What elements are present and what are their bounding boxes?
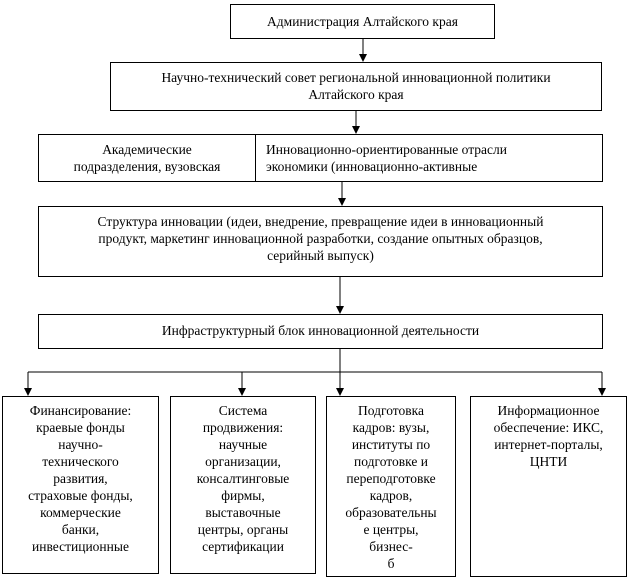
structure-box	[38, 206, 603, 277]
council-label-line1: Научно-технический совет региональной инновационной политики	[161, 70, 551, 85]
industries-box	[255, 134, 603, 182]
information-line: Информационное	[497, 403, 600, 418]
council-label-line2: Алтайского края	[308, 87, 404, 102]
information-line: ЦНТИ	[529, 454, 568, 469]
training-line: кадров: вузы,	[352, 420, 430, 435]
industries-label-line1: Инновационно-ориентированные отрасли	[266, 142, 508, 157]
financing-line: инвестиционные	[32, 539, 129, 554]
training-line: образовательны	[345, 505, 437, 520]
information-box	[470, 396, 627, 577]
financing-box	[2, 396, 159, 574]
infrastructure-box	[38, 314, 603, 349]
structure-label-line1: Структура инновации (идеи, внедрение, превращение идеи в инновационный	[97, 214, 544, 229]
promotion-line: научные	[218, 437, 268, 452]
financing-line: банки,	[61, 522, 100, 537]
financing-line: коммерческие	[40, 505, 121, 520]
promotion-line: консалтинговые	[196, 471, 290, 486]
training-line: б	[387, 556, 395, 571]
training-box	[326, 396, 456, 577]
council-box	[110, 62, 602, 111]
training-line: подготовке и	[354, 454, 428, 469]
promotion-line: организации,	[205, 454, 281, 469]
structure-label-line3: серийный выпуск)	[267, 248, 374, 263]
financing-line: развития,	[53, 471, 108, 486]
financing-line: краевые фонды	[36, 420, 125, 435]
financing-line: страховые фонды,	[28, 488, 133, 503]
financing-line: научно-	[58, 437, 103, 452]
promotion-box	[170, 396, 316, 574]
financing-line: технического	[42, 454, 119, 469]
promotion-line: фирмы,	[221, 488, 265, 503]
infrastructure-label: Инфраструктурный блок инновационной деятельности	[161, 323, 480, 338]
information-line: интернет-порталы,	[494, 437, 603, 452]
promotion-line: сертификации	[202, 539, 284, 554]
financing-line: Финансирование:	[29, 403, 132, 418]
training-line: переподготовке	[346, 471, 436, 486]
academic-box	[38, 134, 256, 182]
promotion-line: центры, органы	[197, 522, 289, 537]
structure-label-line2: продукт, маркетинг инновационной разработки, создание опытных образцов,	[98, 231, 543, 246]
promotion-line: продвижения:	[202, 420, 284, 435]
information-line: обеспечение: ИКС,	[493, 420, 604, 435]
training-line: кадров,	[369, 488, 413, 503]
promotion-line: Система	[218, 403, 268, 418]
academic-label-line2: подразделения, вузовская	[73, 159, 221, 174]
training-line: институты по	[351, 437, 431, 452]
industries-label-line2: экономики (инновационно-активные	[266, 159, 478, 174]
admin-label: Администрация Алтайского края	[267, 14, 458, 29]
promotion-line: выставочные	[205, 505, 281, 520]
academic-label-line1: Академические	[102, 142, 192, 157]
admin-box	[230, 4, 495, 39]
training-line: Подготовка	[358, 403, 424, 418]
training-line: бизнес-	[369, 539, 413, 554]
training-line: е центры,	[363, 522, 419, 537]
